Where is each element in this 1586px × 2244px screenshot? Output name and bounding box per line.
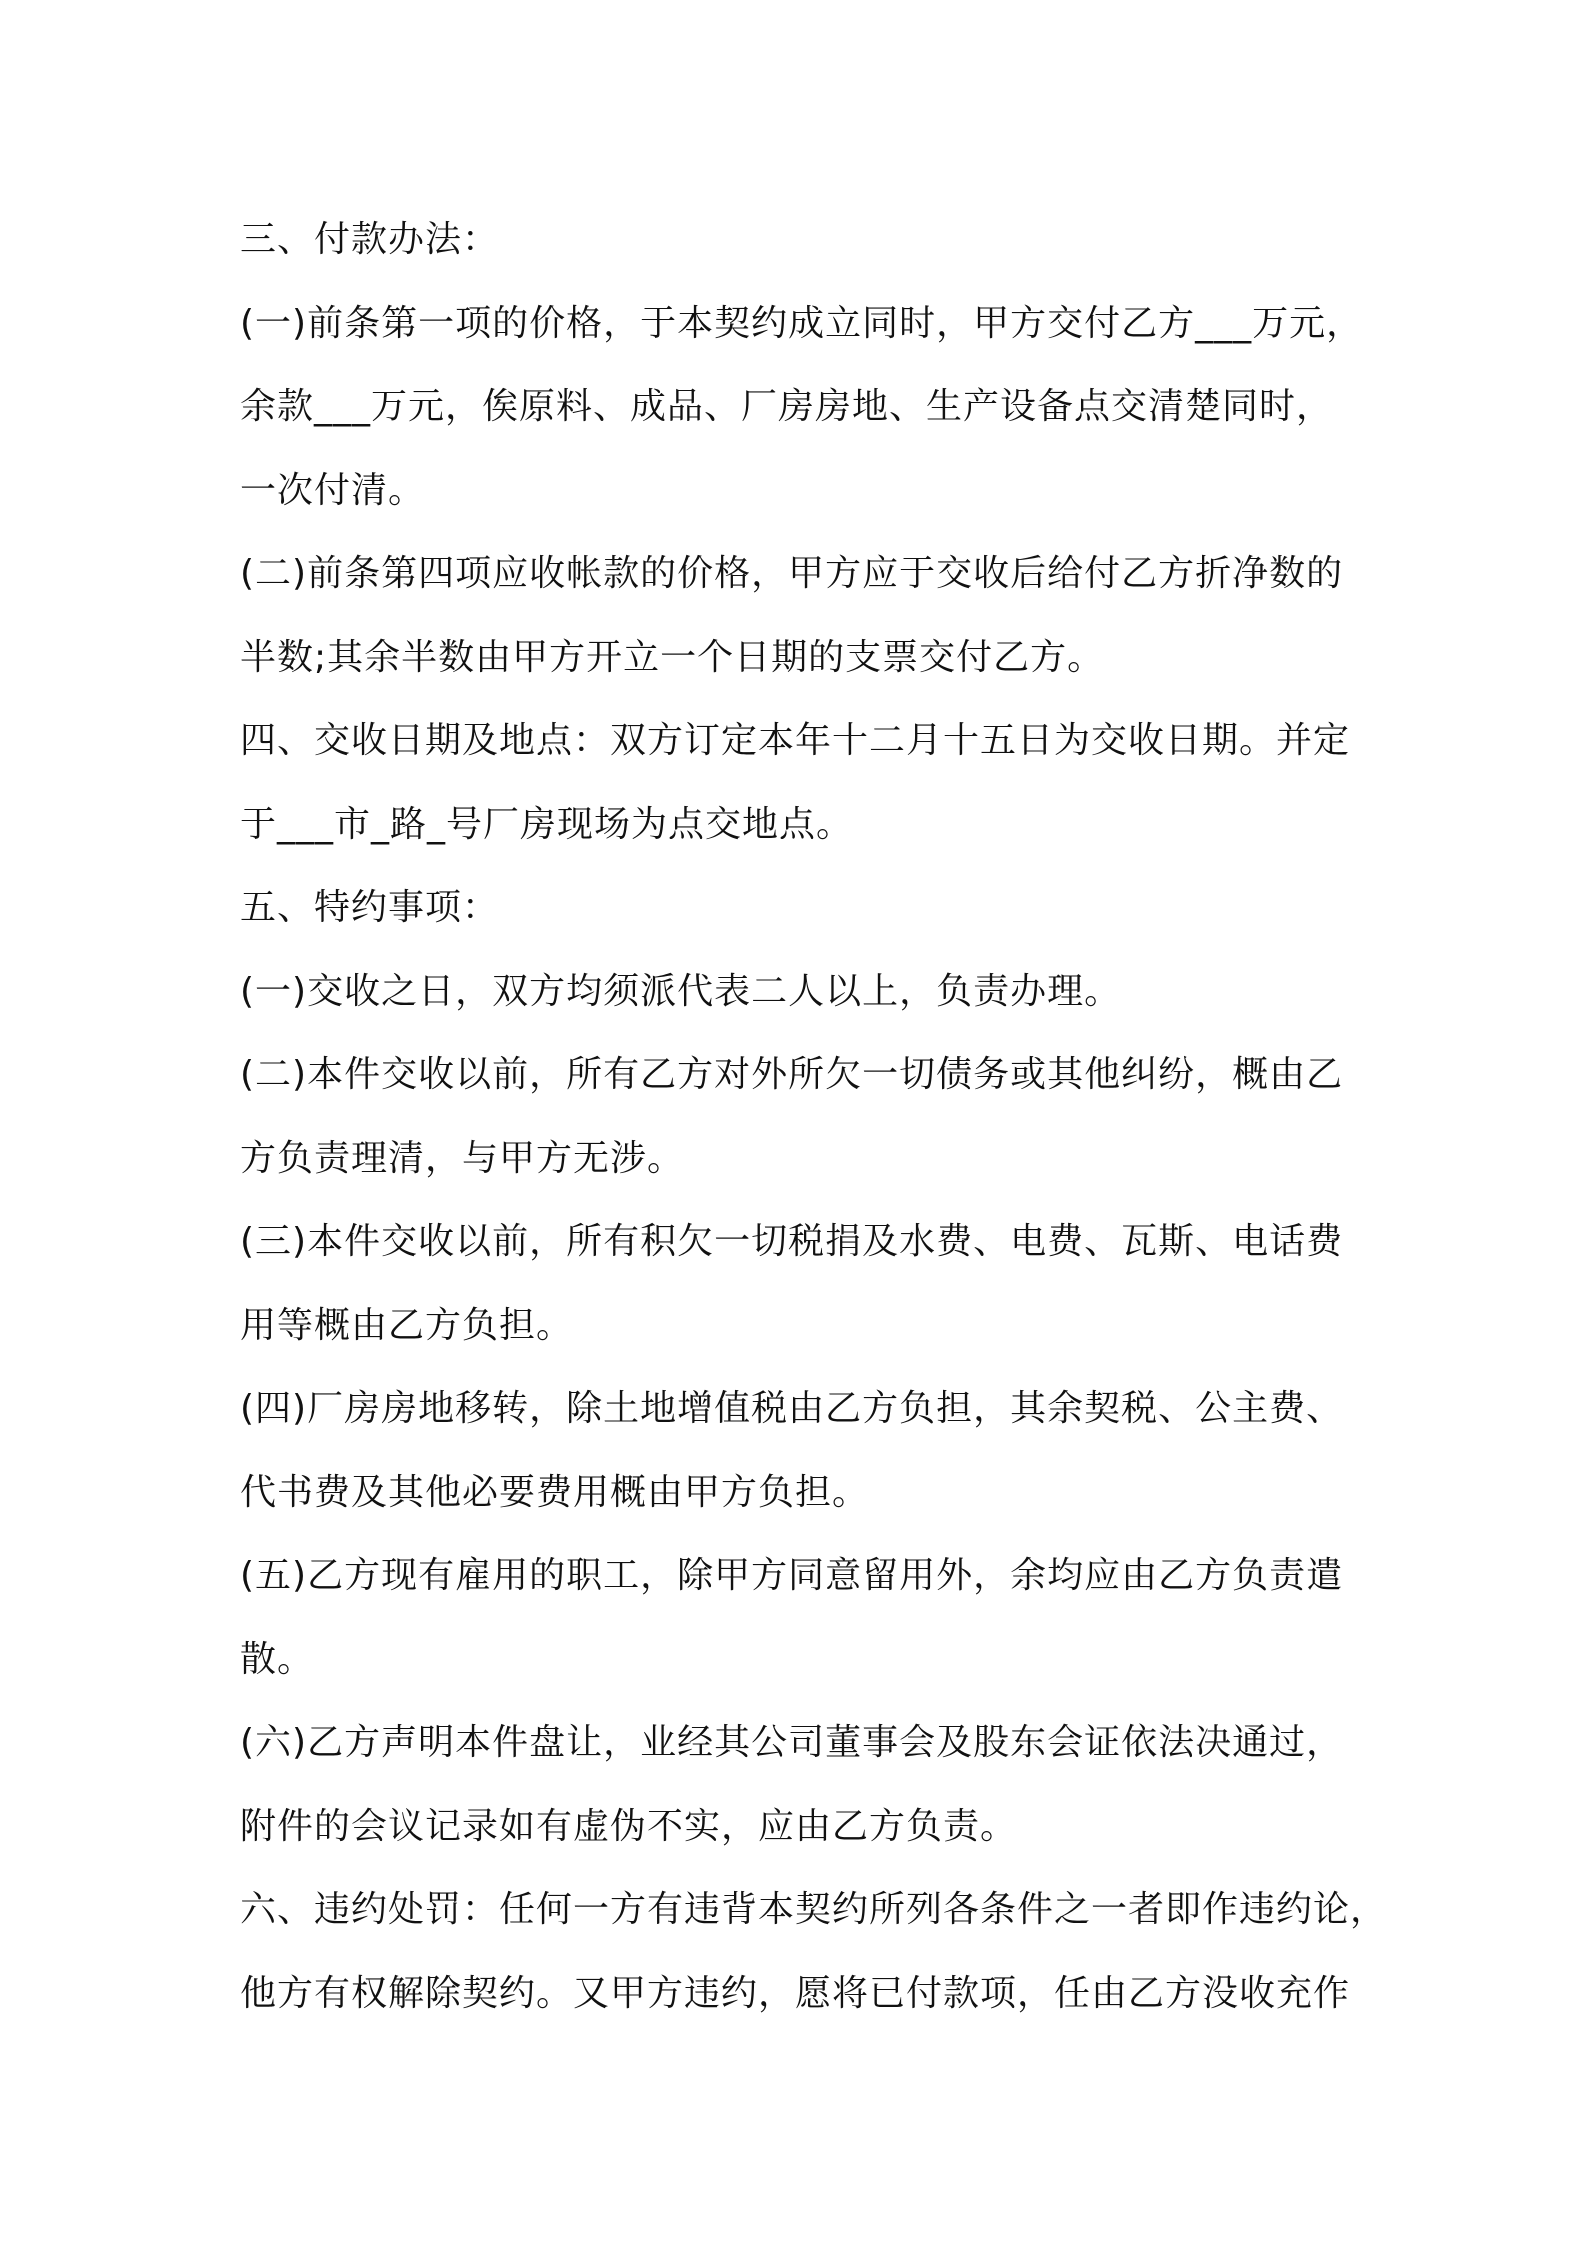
paragraph-line: 一次付清。 (240, 469, 426, 511)
paragraph-line: (二)前条第四项应收帐款的价格，甲方应于交收后给付乙方折净数的 (240, 553, 1344, 594)
paragraph-line: 半数;其余半数由甲方开立一个日期的支票交付乙方。 (240, 636, 1105, 678)
paragraph-line: (四)厂房房地移转，除土地增值税由乙方负担，其余契税、公主费、 (240, 1388, 1344, 1429)
paragraph-line: 他方有权解除契约。又甲方违约，愿将已付款项，任由乙方没收充作 (240, 1972, 1351, 2014)
paragraph-line: 用等概由乙方负担。 (240, 1304, 574, 1346)
section-heading-delivery: 四、交收日期及地点：双方订定本年十二月十五日为交收日期。并定 (240, 720, 1351, 761)
paragraph-line: (三)本件交收以前，所有积欠一切税捐及水费、电费、瓦斯、电话费 (240, 1221, 1344, 1262)
paragraph-line: (一)前条第一项的价格，于本契约成立同时，甲方交付乙方___万元， (240, 302, 1364, 344)
paragraph-line: 方负责理清，与甲方无涉。 (240, 1137, 685, 1179)
paragraph-line: 代书费及其他必要费用概由甲方负担。 (240, 1471, 870, 1513)
paragraph-line: 于___市_路_号厂房现场为点交地点。 (240, 803, 854, 845)
paragraph-line: 散。 (240, 1638, 315, 1680)
section-heading-special-terms: 五、特约事项： (240, 887, 500, 928)
paragraph-line: (五)乙方现有雇用的职工，除甲方同意留用外，余均应由乙方负责遣 (240, 1555, 1344, 1596)
section-heading-breach: 六、违约处罚：任何一方有违背本契约所列各条件之一者即作违约论， (240, 1889, 1388, 1930)
paragraph-line: 附件的会议记录如有虚伪不实，应由乙方负责。 (240, 1805, 1018, 1847)
section-heading-payment: 三、付款办法： (240, 219, 500, 260)
document-body (240, 198, 1388, 2035)
paragraph-line: (六)乙方声明本件盘让，业经其公司董事会及股东会证依法决通过， (240, 1722, 1344, 1763)
paragraph-line: (一)交收之日，双方均须派代表二人以上，负责办理。 (240, 970, 1122, 1012)
paragraph-line: 余款___万元，俟原料、成品、厂房房地、生产设备点交清楚同时， (240, 386, 1334, 427)
paragraph-line: (二)本件交收以前，所有乙方对外所欠一切债务或其他纠纷，概由乙 (240, 1054, 1344, 1095)
